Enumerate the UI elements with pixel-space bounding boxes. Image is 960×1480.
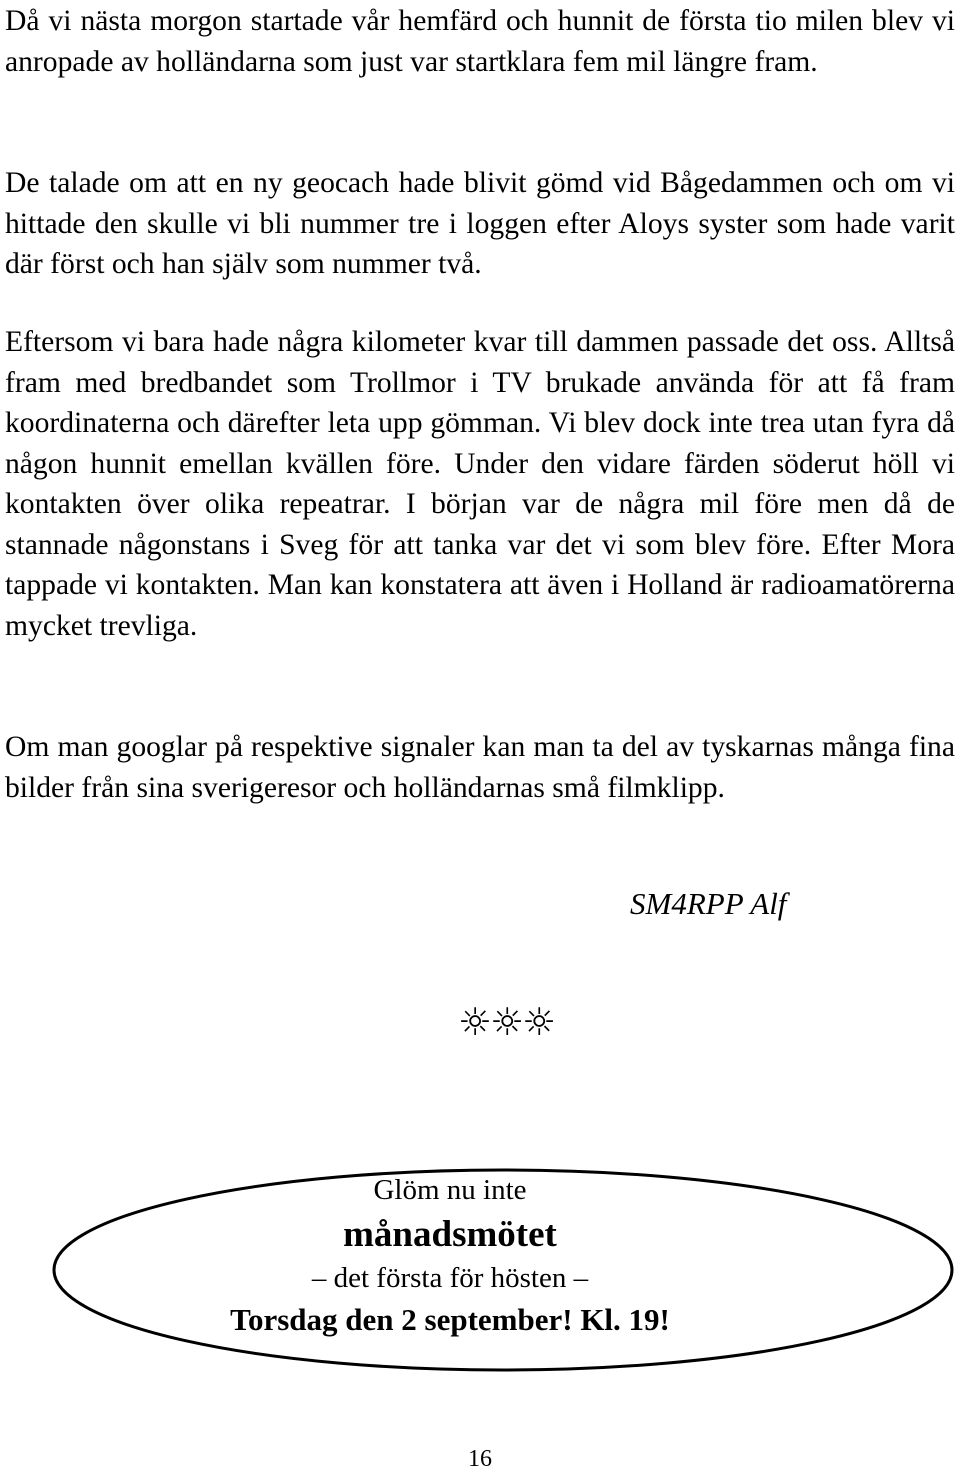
author-signature: SM4RPP Alf bbox=[630, 886, 787, 921]
notice-event-title: månadsmötet bbox=[343, 1214, 557, 1255]
paragraph-geocache: De talade om att en ny geocach hade blivit gömd vid Bågedammen och om vi hittade den skulle vi bli nummer tre i loggen efter Aloys syster som hade varit där först och han själv som nummer två. bbox=[5, 167, 955, 280]
paragraph-homeward-journey: Då vi nästa morgon startade vår hemfärd och hunnit de första tio milen blev vi anropade av holländarna som just var startklara fem mil längre fram. bbox=[5, 5, 955, 78]
notice-date-time: Torsdag den 2 september! Kl. 19! bbox=[230, 1302, 670, 1337]
notice-reminder: Glöm nu inte bbox=[373, 1174, 527, 1206]
paragraph-search-and-contact: Eftersom vi bara hade några kilometer kvar till dammen passade det oss. Alltså fram med bredbandet som Trollmor i TV brukade använda för att få fram koordinaterna och därefter leta upp gömman. Vi blev dock inte trea utan fyra då någon hunnit emellan kvällen före. Under den vidare färden söderut höll vi kontakten över olika repeatrar. I början var de några mil före men då de stannade någonstans i Sveg för att tanka var det vi som blev före. Efter Mora tappade vi kontakten. Man kan konstatera att även i Holland är radioamatörerna mycket trevliga. bbox=[5, 326, 955, 642]
page-number: 16 bbox=[468, 1446, 492, 1472]
notice-subtitle: – det första för hösten – bbox=[311, 1262, 589, 1294]
paragraph-google-tip: Om man googlar på respektive signaler kan man ta del av tyskarnas många fina bilder från sina sverigeresor och holländarnas små filmklipp. bbox=[5, 731, 955, 804]
sun-ornament-icon: ☼☼☼ bbox=[458, 1000, 555, 1044]
